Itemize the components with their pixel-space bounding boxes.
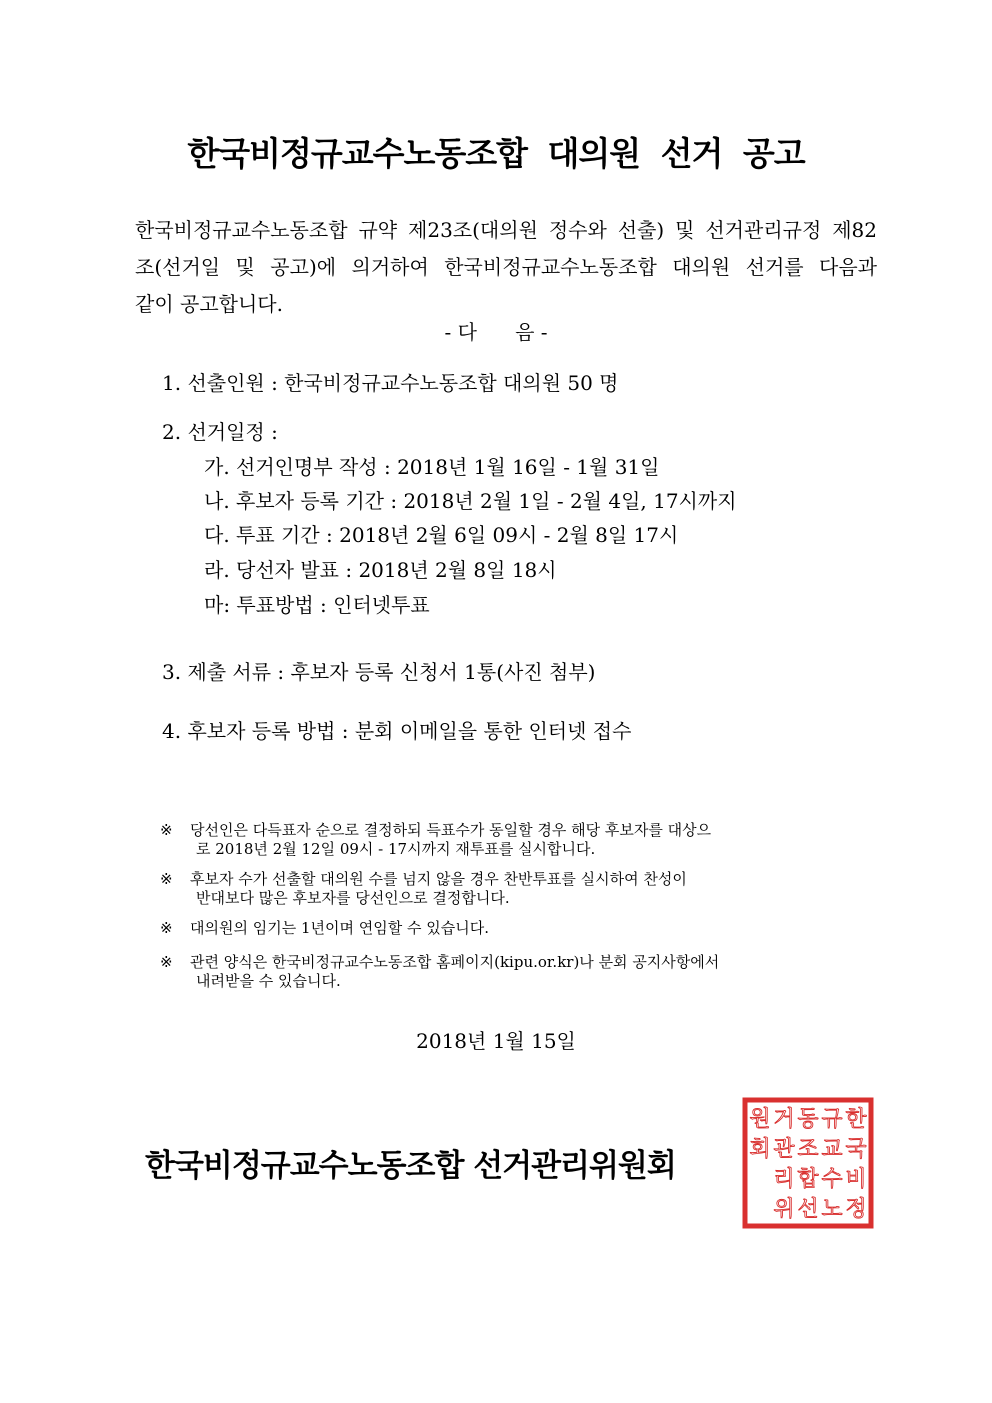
item-1: 1. 선출인원 : 한국비정규교수노동조합 대의원 50 명 [162, 371, 619, 395]
schedule-ga: 가. 선거인명부 작성 : 2018년 1월 16일 - 1월 31일 [204, 455, 660, 479]
seal-character: 국 [845, 1137, 867, 1162]
note-2-line-1: 후보자 수가 선출할 대의원 수를 넘지 않을 경우 찬반투표를 실시하여 찬성이 [190, 870, 687, 888]
notice-date: 2018년 1월 15일 [416, 1029, 576, 1053]
note-1-line-1: 당선인은 다득표자 순으로 결정하되 득표수가 동일할 경우 해당 후보자를 대상으 [190, 821, 712, 839]
reference-mark: ※ [160, 953, 173, 971]
intro-paragraph [135, 212, 877, 323]
note-4-line-2: 내려받을 수 있습니다. [196, 972, 341, 990]
official-seal-icon [742, 1097, 874, 1229]
seal-character: 조 [797, 1137, 819, 1162]
seal-character: 합 [797, 1167, 819, 1192]
seal-characters [749, 1107, 867, 1222]
schedule-ra: 라. 당선자 발표 : 2018년 2월 8일 18시 [204, 558, 557, 582]
organization-name: 한국비정규교수노동조합 선거관리위원회 [145, 1148, 676, 1184]
seal-character: 교 [821, 1137, 843, 1162]
seal-character: 관 [773, 1137, 795, 1162]
intro-line-2: 조(선거일 및 공고)에 의거하여 한국비정규교수노동조합 대의원 선거를 다음과 [135, 255, 877, 279]
item-3: 3. 제출 서류 : 후보자 등록 신청서 1통(사진 첨부) [162, 660, 596, 684]
seal-character: 리 [773, 1167, 795, 1192]
seal-character: 회 [749, 1137, 771, 1162]
schedule-na: 나. 후보자 등록 기간 : 2018년 2월 1일 - 2월 4일, 17시까지 [204, 489, 737, 513]
seal-character: 동 [797, 1107, 819, 1132]
seal-character: 수 [821, 1167, 843, 1192]
note-2-line-2: 반대보다 많은 후보자를 당선인으로 결정합니다. [196, 889, 510, 907]
item-2: 2. 선거일정 : [162, 420, 278, 444]
schedule-da: 다. 투표 기간 : 2018년 2월 6일 09시 - 2월 8일 17시 [204, 523, 679, 547]
seal-character: 선 [797, 1197, 819, 1222]
reference-mark: ※ [160, 821, 173, 839]
note-1-line-2: 로 2018년 2월 12일 09시 - 17시까지 재투표를 실시합니다. [196, 840, 596, 858]
item-4: 4. 후보자 등록 방법 : 분회 이메일을 통한 인터넷 접수 [162, 719, 632, 743]
intro-line-3: 같이 공고합니다. [135, 292, 283, 316]
note-3-line-1: 대의원의 임기는 1년이며 연임할 수 있습니다. [190, 919, 489, 937]
intro-line-1: 한국비정규교수노동조합 규약 제23조(대의원 정수와 선출) 및 선거관리규정 제82 [135, 218, 877, 242]
seal-character: 비 [845, 1167, 867, 1192]
seal-character: 노 [821, 1197, 843, 1222]
note-4 [160, 953, 840, 991]
seal-character: 위 [773, 1197, 795, 1222]
page-title: 한국비정규교수노동조합 대의원 선거 공고 [187, 134, 805, 173]
seal-character: 규 [821, 1107, 843, 1132]
seal-character: 거 [773, 1107, 795, 1132]
seal-character: 정 [845, 1197, 867, 1222]
note-2 [160, 870, 840, 908]
reference-mark: ※ [160, 870, 173, 888]
section-heading: - 다 음 - [444, 320, 548, 344]
seal-character: 원 [749, 1107, 771, 1132]
note-3 [160, 919, 840, 938]
note-1 [160, 821, 840, 859]
note-4-line-1: 관련 양식은 한국비정규교수노동조합 홈페이지(kipu.or.kr)나 분회 공지사항에서 [190, 953, 720, 971]
reference-mark: ※ [160, 919, 173, 937]
schedule-ma: 마: 투표방법 : 인터넷투표 [204, 593, 430, 617]
seal-character: 한 [845, 1107, 867, 1132]
